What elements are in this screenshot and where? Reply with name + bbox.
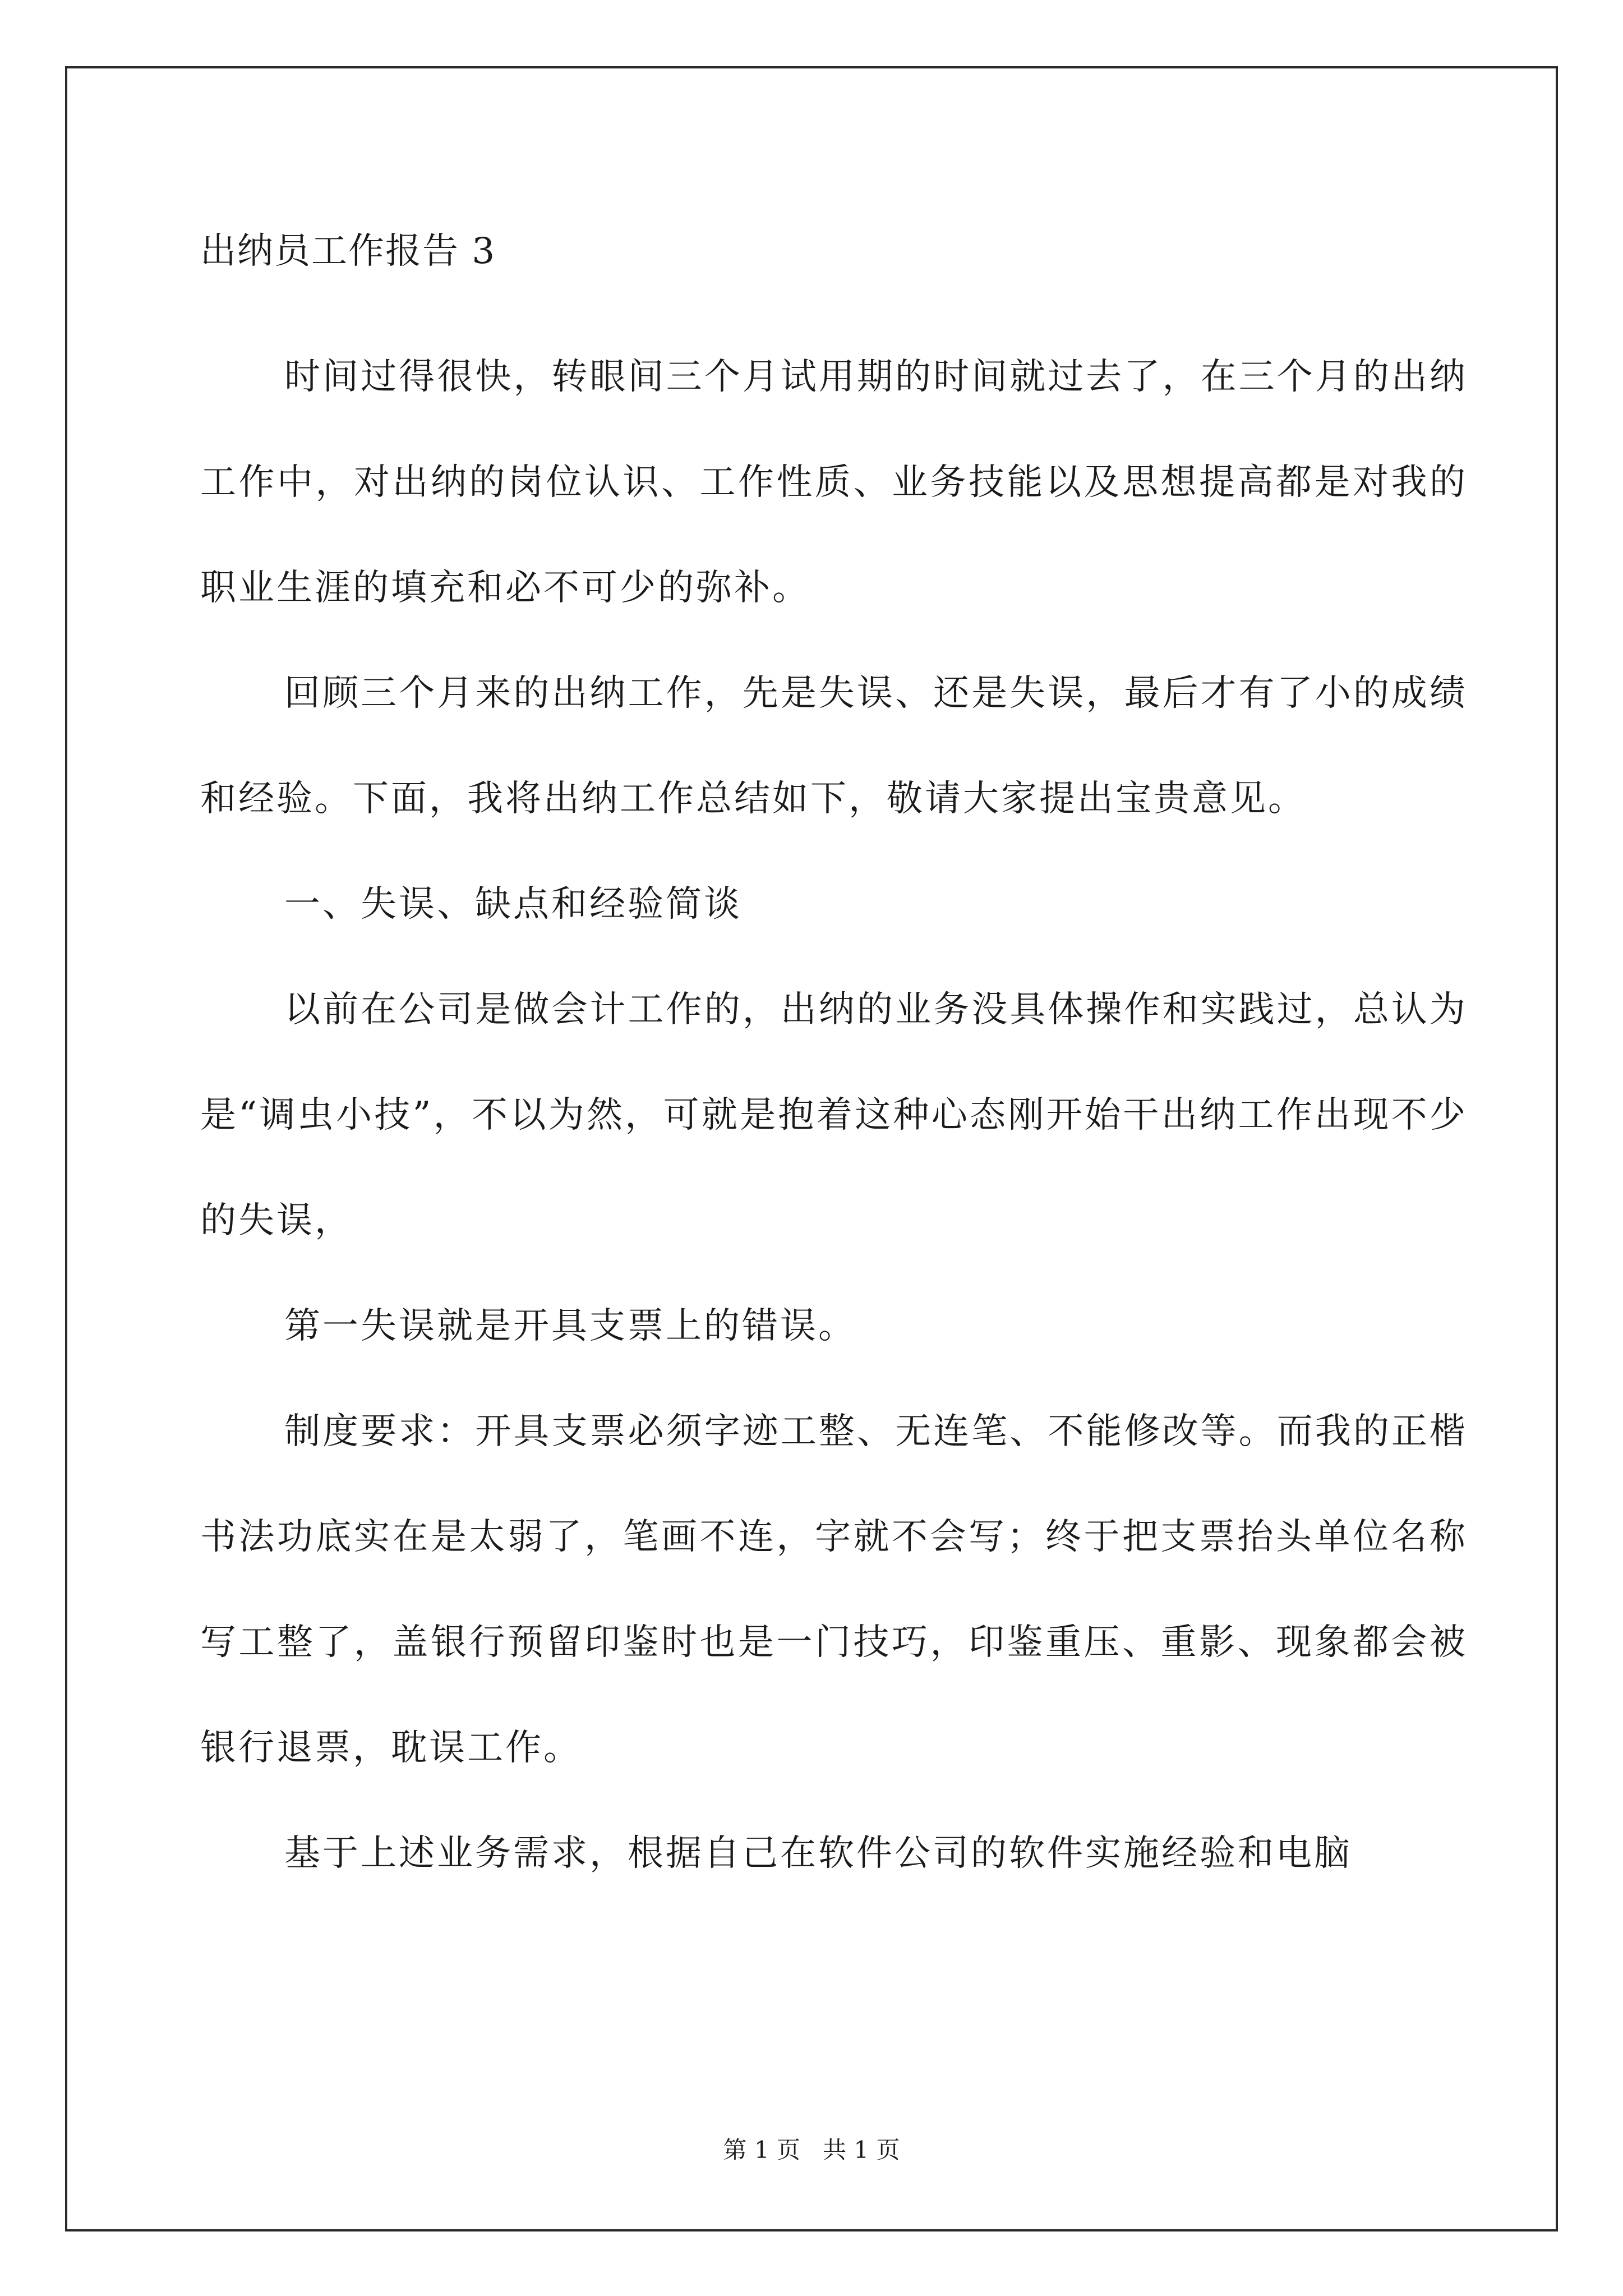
paragraph-2: 回顾三个月来的出纳工作，先是失误、还是失误，最后才有了小的成绩和经验。下面，我将出纳工作总结如下，敬请大家提出宝贵意见。 — [200, 673, 1468, 820]
paragraph-1: 时间过得很快，转眼间三个月试用期的时间就过去了，在三个月的出纳工作中，对出纳的岗位认识、工作性质、业务技能以及思想提高都是对我的职业生涯的填充和必不可少的弥补。 — [200, 356, 1468, 609]
document-body — [200, 218, 1468, 1906]
paragraph-3: 以前在公司是做会计工作的，出纳的业务没具体操作和实践过，总认为是“调虫小技”，不以为然，可就是抱着这种心态刚开始干出纳工作出现不少的失误， — [200, 989, 1468, 1241]
document-title: 出纳员工作报告 3 — [200, 231, 496, 272]
page-footer: 第 1 页 共 1 页 — [723, 2136, 900, 2164]
paragraph-4: 第一失误就是开具支票上的错误。 — [284, 1305, 856, 1347]
paragraph-5: 制度要求：开具支票必须字迹工整、无连笔、不能修改等。而我的正楷书法功底实在是太弱了，笔画不连，字就不会写；终于把支票抬头单位名称写工整了，盖银行预留印鉴时也是一门技巧，印鉴重压、重影、现象都会被银行退票，耽误工作。 — [200, 1411, 1468, 1769]
paragraph-6: 基于上述业务需求，根据自己在软件公司的软件实施经验和电脑 — [284, 1833, 1352, 1874]
section-heading: 一、失误、缺点和经验简谈 — [284, 884, 742, 925]
